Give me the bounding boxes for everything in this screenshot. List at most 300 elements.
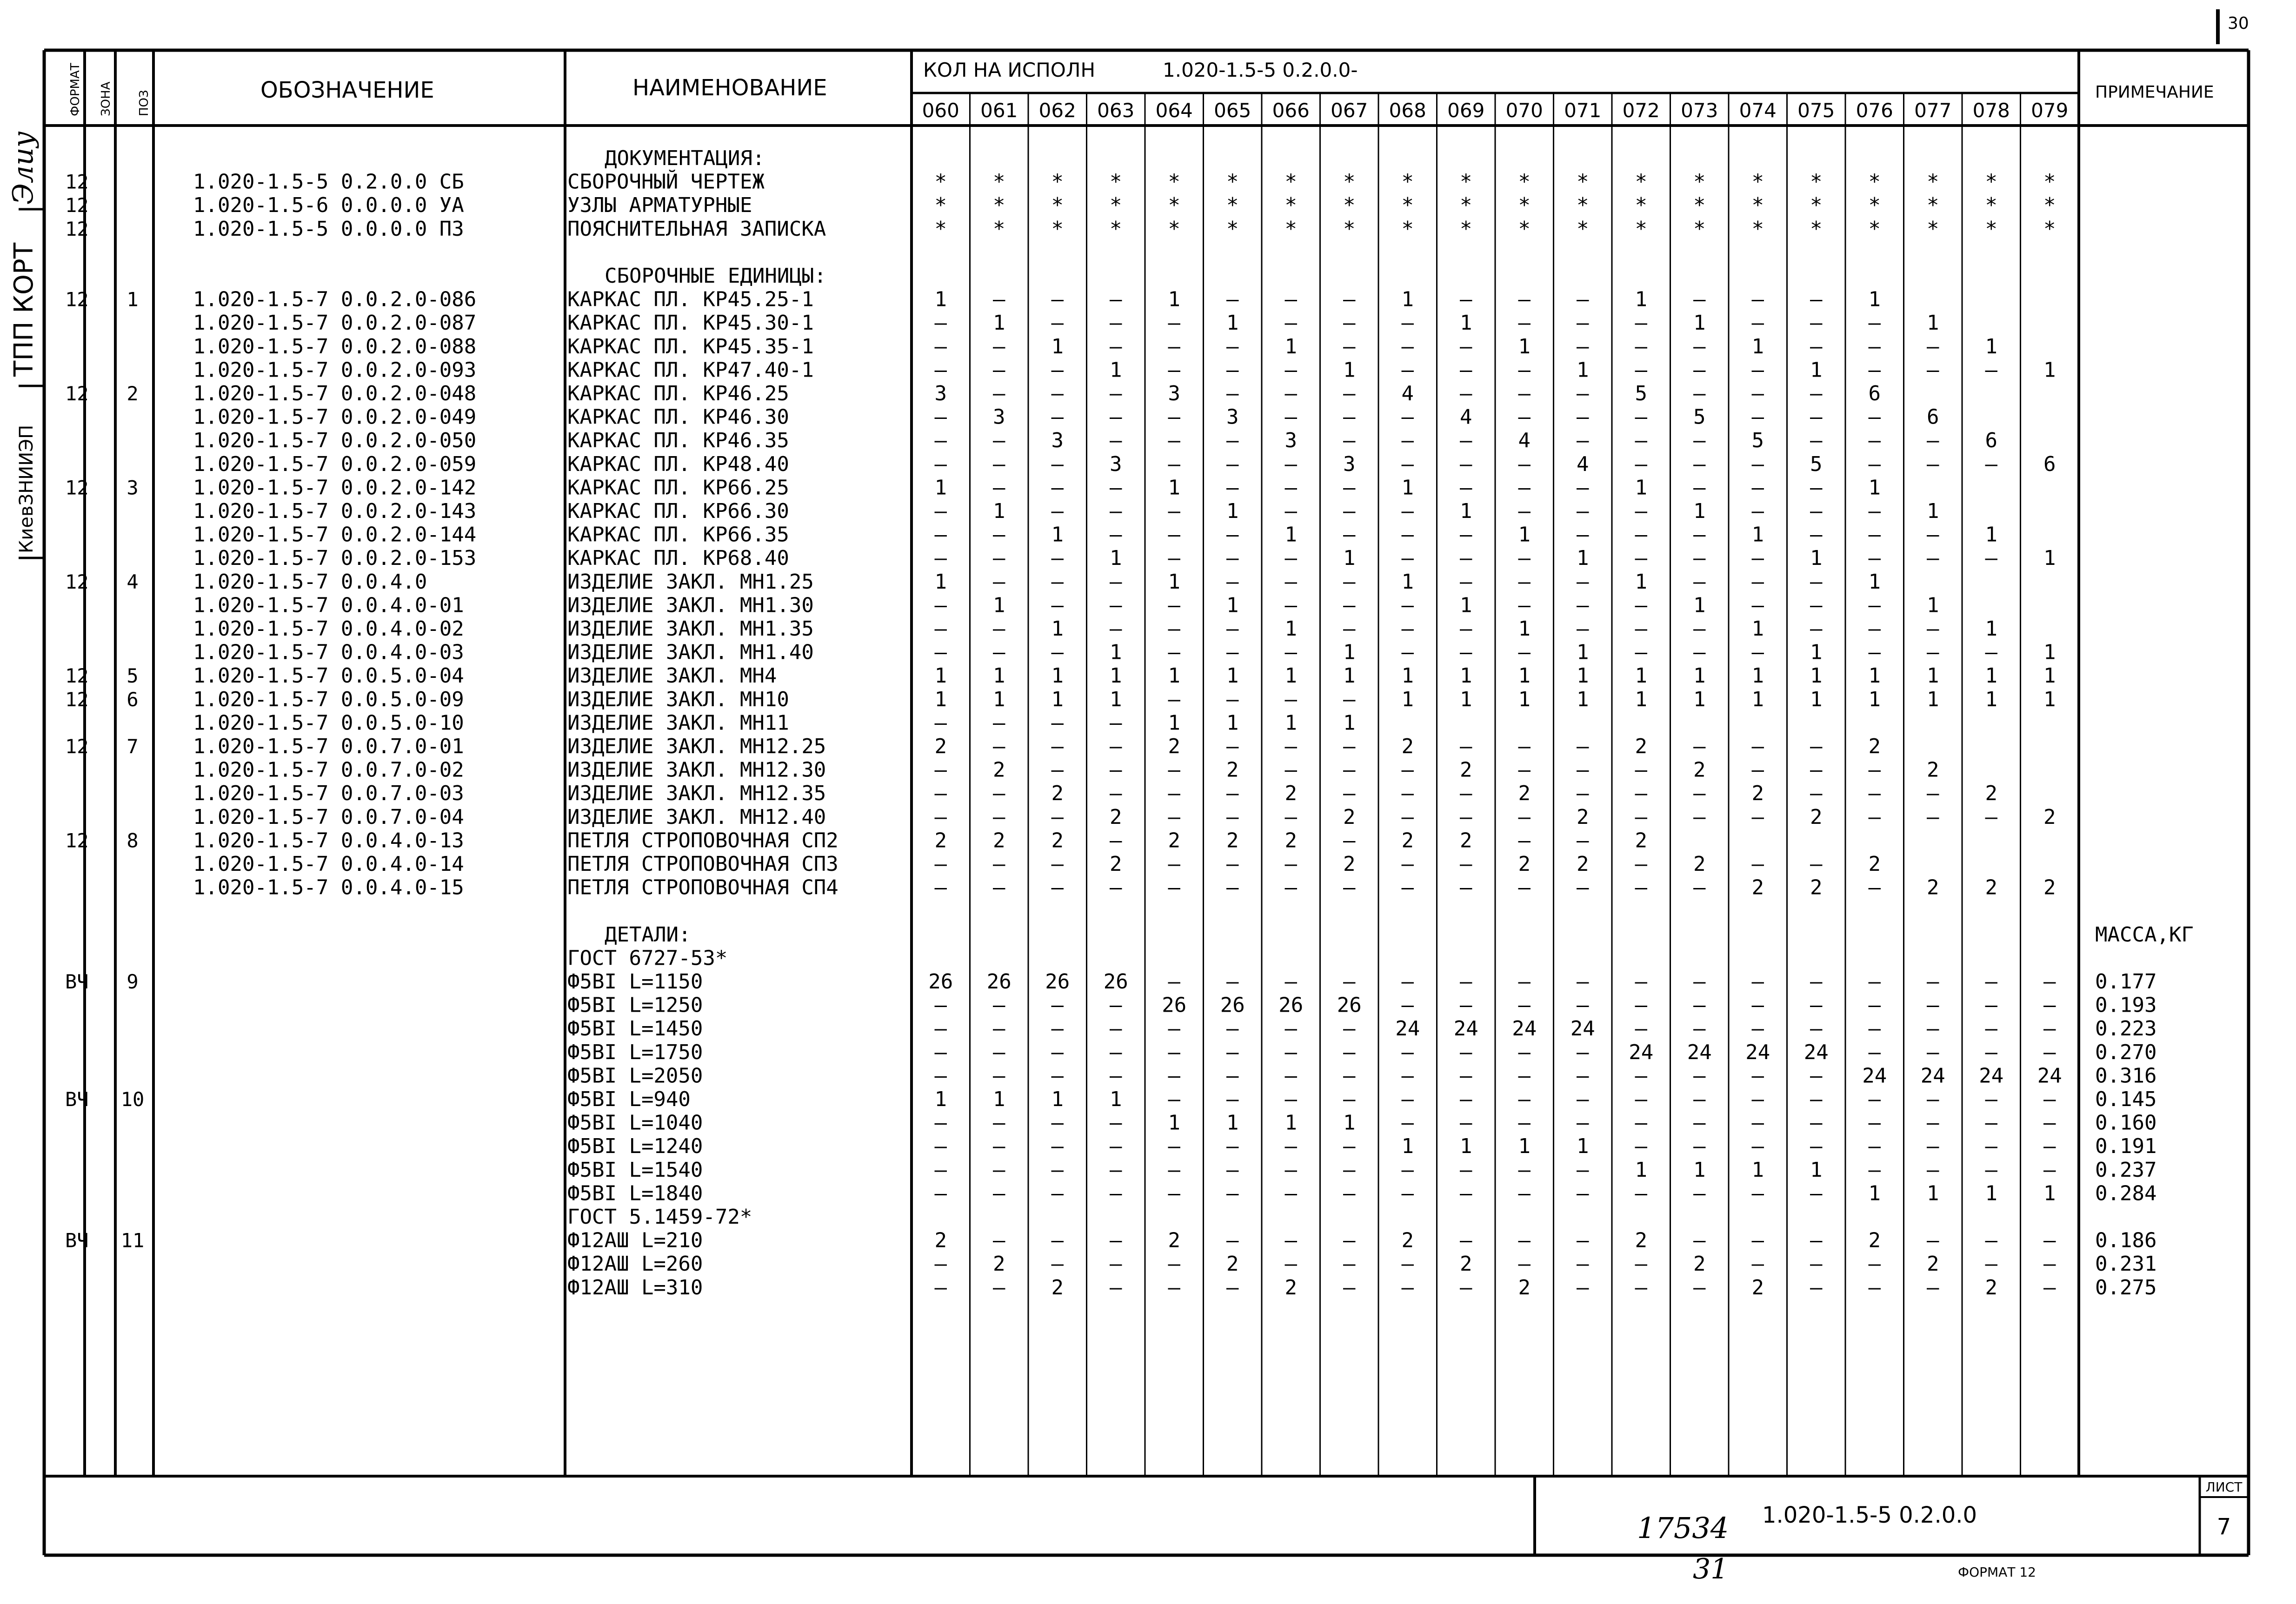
qty-cell: –	[1051, 1181, 1064, 1206]
qty-cell: 1	[1577, 640, 1589, 664]
qty-cell: –	[1343, 829, 1356, 853]
qty-cell: –	[934, 452, 947, 476]
qty-cell: 2	[1110, 852, 1122, 876]
qty-cell: –	[1168, 405, 1180, 429]
qty-cell: –	[1343, 1017, 1356, 1041]
qty-cell: 1	[1693, 593, 1706, 617]
qty-cell: –	[1284, 358, 1297, 382]
qty-cell: –	[1635, 1252, 1647, 1276]
qty-cell: –	[1577, 782, 1589, 806]
qty-cell: *	[1226, 170, 1239, 194]
qty-cell: –	[1226, 805, 1239, 829]
qty-cell: –	[1927, 640, 1939, 664]
qty-cell: 3	[934, 382, 947, 405]
qty-cell: –	[1693, 1087, 1706, 1111]
qty-cell: –	[993, 570, 1005, 594]
qty-cell: –	[1868, 1040, 1881, 1064]
qty-cell: –	[1460, 452, 1472, 476]
qty-cell: 2	[1168, 829, 1180, 853]
qty-cell: –	[1401, 993, 1414, 1017]
qty-cell: –	[1401, 1158, 1414, 1182]
qty-cell: –	[2043, 970, 2056, 994]
qty-cell: 1	[1401, 664, 1414, 688]
qty-cell: –	[1868, 1275, 1881, 1299]
qty-cell: *	[1635, 193, 1647, 218]
qty-cell: –	[1343, 287, 1356, 312]
qty-cell: –	[1693, 805, 1706, 829]
qty-cell: –	[1110, 334, 1122, 358]
qty-cell: 2	[1518, 1275, 1531, 1299]
qty-cell: –	[1110, 829, 1122, 853]
qty-cell: –	[1460, 1087, 1472, 1111]
qty-cell: –	[1751, 993, 1764, 1017]
row-name: ИЗДЕЛИЕ ЗАКЛ. МН1.25	[567, 570, 814, 594]
qty-cell: –	[1401, 1111, 1414, 1135]
variant-code: 076	[1856, 99, 1893, 122]
qty-cell: –	[1401, 334, 1414, 358]
qty-cell: –	[1635, 1111, 1647, 1135]
qty-cell: *	[1284, 170, 1297, 194]
qty-cell: –	[1343, 758, 1356, 782]
qty-cell: *	[2043, 170, 2056, 194]
qty-cell: *	[1226, 217, 1239, 241]
qty-cell: –	[1051, 593, 1064, 617]
qty-cell: –	[1751, 1228, 1764, 1253]
qty-cell: –	[1110, 993, 1122, 1017]
qty-cell: 2	[1284, 829, 1297, 853]
qty-cell: –	[1051, 640, 1064, 664]
qty-cell: 24	[1745, 1040, 1770, 1064]
qty-cell: –	[1518, 829, 1531, 853]
qty-cell: –	[1401, 523, 1414, 547]
row-name: КАРКАС ПЛ. КР47.40-1	[567, 358, 814, 382]
qty-cell: *	[1868, 170, 1881, 194]
qty-cell: –	[993, 334, 1005, 358]
qty-cell: –	[1343, 687, 1356, 711]
qty-cell: –	[1401, 1040, 1414, 1064]
qty-cell: –	[1751, 358, 1764, 382]
qty-cell: 1	[1810, 664, 1823, 688]
qty-cell: –	[1810, 1087, 1823, 1111]
qty-cell: –	[1051, 1252, 1064, 1276]
qty-cell: –	[1284, 1158, 1297, 1182]
variant-code: 060	[922, 99, 959, 122]
qty-cell: –	[1635, 405, 1647, 429]
qty-cell: *	[1927, 217, 1939, 241]
row-name: КАРКАС ПЛ. КР48.40	[567, 452, 789, 476]
qty-cell: –	[1635, 1134, 1647, 1159]
qty-cell: –	[1985, 805, 1997, 829]
qty-cell: –	[1226, 476, 1239, 500]
row-designation: 1.020-1.5-7 0.0.2.0-144	[193, 523, 477, 547]
qty-cell: –	[1751, 287, 1764, 312]
qty-cell: –	[1577, 758, 1589, 782]
qty-cell: 2	[934, 735, 947, 758]
qty-cell: 1	[1518, 523, 1531, 547]
qty-cell: 6	[1985, 429, 1997, 453]
qty-cell: *	[1343, 170, 1356, 194]
row-position: 9	[126, 970, 139, 993]
qty-cell: –	[1168, 1087, 1180, 1111]
qty-cell: 1	[934, 476, 947, 500]
row-note: 0.186	[2095, 1228, 2157, 1253]
qty-cell: –	[1226, 970, 1239, 994]
qty-cell: –	[1693, 452, 1706, 476]
qty-cell: –	[993, 1017, 1005, 1041]
qty-cell: –	[1226, 640, 1239, 664]
qty-cell: *	[1343, 193, 1356, 218]
qty-cell: –	[1810, 499, 1823, 523]
qty-cell: –	[1401, 311, 1414, 335]
qty-cell: –	[1110, 617, 1122, 641]
qty-cell: –	[1810, 758, 1823, 782]
qty-cell: –	[1635, 758, 1647, 782]
row-format: 12	[65, 570, 89, 593]
qty-cell: 24	[1395, 1017, 1420, 1041]
qty-cell: –	[1577, 735, 1589, 758]
row-designation: 1.020-1.5-7 0.0.4.0-02	[193, 617, 464, 641]
qty-cell: –	[1401, 593, 1414, 617]
qty-cell: 1	[1343, 664, 1356, 688]
qty-cell: –	[1168, 617, 1180, 641]
qty-cell: *	[1751, 170, 1764, 194]
qty-cell: 1	[1985, 617, 1997, 641]
row-name: ИЗДЕЛИЕ ЗАКЛ. МН11	[567, 711, 789, 735]
qty-cell: –	[1284, 640, 1297, 664]
qty-cell: –	[1226, 875, 1239, 900]
qty-cell: 1	[1168, 711, 1180, 735]
qty-cell: –	[1284, 311, 1297, 335]
qty-cell: –	[1518, 1040, 1531, 1064]
qty-cell: –	[934, 593, 947, 617]
qty-cell: 4	[1460, 405, 1472, 429]
qty-cell: –	[1810, 617, 1823, 641]
variant-code: 078	[1972, 99, 2010, 122]
qty-cell: –	[1168, 1158, 1180, 1182]
row-note: МАССА,КГ	[2095, 922, 2194, 947]
row-name: КАРКАС ПЛ. КР46.35	[567, 429, 789, 453]
qty-cell: *	[1460, 170, 1472, 194]
qty-cell: –	[934, 1017, 947, 1041]
qty-cell: 1	[1985, 664, 1997, 688]
qty-cell: –	[1226, 1087, 1239, 1111]
qty-cell: –	[1751, 852, 1764, 876]
qty-cell: –	[1051, 1017, 1064, 1041]
qty-cell: –	[1226, 382, 1239, 405]
qty-cell: *	[1168, 170, 1180, 194]
qty-cell: 1	[1577, 687, 1589, 711]
qty-cell: –	[1168, 1017, 1180, 1041]
qty-cell: –	[993, 523, 1005, 547]
qty-cell: 1	[1110, 358, 1122, 382]
qty-cell: –	[1868, 499, 1881, 523]
qty-cell: 1	[1985, 1181, 1997, 1206]
qty-cell: –	[2043, 993, 2056, 1017]
qty-cell: –	[1110, 1252, 1122, 1276]
qty-cell: 2	[1051, 782, 1064, 806]
qty-cell: –	[1401, 499, 1414, 523]
qty-cell: 2	[1518, 852, 1531, 876]
qty-cell: –	[993, 805, 1005, 829]
qty-cell: –	[1868, 358, 1881, 382]
qty-cell: 1	[1985, 687, 1997, 711]
qty-cell: –	[1343, 499, 1356, 523]
qty-cell: –	[1168, 1252, 1180, 1276]
qty-cell: –	[1168, 523, 1180, 547]
archive-suffix: 31	[1693, 1553, 1729, 1585]
header-note: ПРИМЕЧАНИЕ	[2095, 83, 2214, 102]
qty-cell: –	[1635, 805, 1647, 829]
qty-cell: 1	[1927, 593, 1939, 617]
qty-cell: –	[1226, 735, 1239, 758]
qty-cell: –	[1110, 429, 1122, 453]
qty-cell: –	[1985, 546, 1997, 570]
qty-cell: –	[1343, 476, 1356, 500]
qty-cell: –	[1343, 1064, 1356, 1088]
qty-cell: 26	[1220, 993, 1245, 1017]
qty-cell: –	[1284, 382, 1297, 405]
qty-cell: 2	[1460, 829, 1472, 853]
qty-cell: –	[1401, 1064, 1414, 1088]
qty-cell: –	[1810, 429, 1823, 453]
qty-cell: 2	[934, 829, 947, 853]
qty-cell: –	[1693, 970, 1706, 994]
qty-cell: –	[1635, 334, 1647, 358]
qty-cell: *	[934, 193, 947, 218]
qty-cell: *	[1693, 193, 1706, 218]
qty-cell: –	[1810, 735, 1823, 758]
qty-cell: 1	[1226, 593, 1239, 617]
qty-cell: –	[1051, 805, 1064, 829]
qty-cell: –	[1751, 593, 1764, 617]
qty-cell: –	[1110, 382, 1122, 405]
qty-cell: 2	[1460, 1252, 1472, 1276]
qty-cell: 2	[1226, 758, 1239, 782]
row-name: ПЕТЛЯ СТРОПОВОЧНАЯ СП3	[567, 852, 839, 876]
qty-cell: –	[1577, 405, 1589, 429]
qty-cell: 1	[1635, 287, 1647, 312]
qty-cell: 2	[1577, 852, 1589, 876]
qty-cell: 1	[1110, 687, 1122, 711]
qty-cell: *	[1401, 217, 1414, 241]
qty-cell: 1	[1693, 664, 1706, 688]
qty-cell: –	[1051, 1158, 1064, 1182]
qty-cell: –	[1168, 1134, 1180, 1159]
qty-cell: –	[1401, 1087, 1414, 1111]
qty-cell: –	[1985, 1252, 1997, 1276]
qty-cell: –	[1284, 570, 1297, 594]
qty-cell: –	[1460, 358, 1472, 382]
row-format: ВЧ	[65, 970, 89, 993]
qty-cell: –	[1051, 546, 1064, 570]
qty-cell: *	[934, 217, 947, 241]
row-note: 0.145	[2095, 1087, 2157, 1111]
qty-cell: –	[1577, 1087, 1589, 1111]
qty-cell: –	[1518, 405, 1531, 429]
variant-code: 061	[980, 99, 1018, 122]
qty-cell: –	[1635, 875, 1647, 900]
qty-cell: –	[1284, 1017, 1297, 1041]
row-designation: 1.020-1.5-7 0.0.7.0-04	[193, 805, 464, 829]
qty-cell: –	[1051, 1111, 1064, 1135]
qty-cell: –	[1343, 570, 1356, 594]
header-qty-code: 1.020-1.5-5 0.2.0.0-	[1163, 59, 1358, 81]
row-designation: 1.020-1.5-5 0.2.0.0 СБ	[193, 170, 464, 194]
qty-cell: –	[1927, 452, 1939, 476]
qty-cell: –	[1226, 782, 1239, 806]
qty-cell: 1	[1518, 664, 1531, 688]
qty-cell: 1	[993, 687, 1005, 711]
qty-cell: –	[1343, 970, 1356, 994]
qty-cell: –	[1635, 1087, 1647, 1111]
qty-cell: –	[934, 640, 947, 664]
row-format: 12	[65, 194, 89, 217]
qty-cell: –	[2043, 1087, 2056, 1111]
qty-cell: 3	[1110, 452, 1122, 476]
row-designation: 1.020-1.5-6 0.0.0.0 УА	[193, 193, 464, 218]
qty-cell: –	[993, 1064, 1005, 1088]
qty-cell: 1	[1810, 640, 1823, 664]
qty-cell: –	[1051, 711, 1064, 735]
qty-cell: 6	[1868, 382, 1881, 405]
qty-cell: –	[1518, 546, 1531, 570]
qty-cell: –	[1868, 1158, 1881, 1182]
row-name: Ф12АШ L=310	[567, 1275, 703, 1299]
qty-cell: –	[1460, 1158, 1472, 1182]
qty-cell: –	[1051, 1064, 1064, 1088]
qty-cell: *	[1051, 217, 1064, 241]
qty-cell: –	[1810, 1111, 1823, 1135]
row-name: ИЗДЕЛИЕ ЗАКЛ. МН12.35	[567, 782, 826, 806]
qty-cell: –	[1927, 993, 1939, 1017]
qty-cell: –	[1284, 546, 1297, 570]
qty-cell: 1	[1635, 687, 1647, 711]
qty-cell: –	[1635, 1064, 1647, 1088]
qty-cell: –	[1577, 287, 1589, 312]
qty-cell: –	[934, 334, 947, 358]
qty-cell: –	[1577, 523, 1589, 547]
qty-cell: –	[1168, 640, 1180, 664]
qty-cell: –	[1460, 429, 1472, 453]
qty-cell: –	[993, 546, 1005, 570]
qty-cell: –	[1226, 334, 1239, 358]
qty-cell: 24	[1570, 1017, 1595, 1041]
qty-cell: 2	[1751, 1275, 1764, 1299]
qty-cell: 1	[1635, 476, 1647, 500]
qty-cell: –	[1343, 1275, 1356, 1299]
qty-cell: –	[1284, 1064, 1297, 1088]
qty-cell: –	[1635, 452, 1647, 476]
qty-cell: 1	[1051, 334, 1064, 358]
qty-cell: –	[1751, 1017, 1764, 1041]
qty-cell: –	[1284, 499, 1297, 523]
qty-cell: –	[993, 1134, 1005, 1159]
qty-cell: –	[1226, 1228, 1239, 1253]
qty-cell: 1	[2043, 640, 2056, 664]
qty-cell: –	[1751, 405, 1764, 429]
qty-cell: –	[1635, 617, 1647, 641]
row-name: ГОСТ 6727-53*	[567, 946, 728, 970]
qty-cell: –	[1751, 970, 1764, 994]
qty-cell: –	[934, 1158, 947, 1182]
qty-cell: –	[1110, 405, 1122, 429]
qty-cell: –	[1168, 970, 1180, 994]
qty-cell: –	[1693, 617, 1706, 641]
row-name: ИЗДЕЛИЕ ЗАКЛ. МН12.40	[567, 805, 826, 829]
qty-cell: –	[1985, 1228, 1997, 1253]
qty-cell: –	[934, 711, 947, 735]
qty-cell: 2	[1810, 805, 1823, 829]
qty-cell: *	[1460, 193, 1472, 218]
qty-cell: 1	[1693, 499, 1706, 523]
qty-cell: 1	[1284, 664, 1297, 688]
qty-cell: –	[1284, 1087, 1297, 1111]
qty-cell: –	[1518, 805, 1531, 829]
row-designation: 1.020-1.5-7 0.0.7.0-03	[193, 782, 464, 806]
qty-cell: –	[1810, 1017, 1823, 1041]
row-designation: 1.020-1.5-5 0.0.0.0 ПЗ	[193, 217, 464, 241]
qty-cell: –	[1401, 875, 1414, 900]
row-designation: 1.020-1.5-7 0.0.4.0-13	[193, 829, 464, 853]
qty-cell: 2	[1751, 875, 1764, 900]
row-name: Ф5ВI L=940	[567, 1087, 691, 1111]
qty-cell: *	[1051, 193, 1064, 218]
qty-cell: –	[1518, 1064, 1531, 1088]
qty-cell: –	[1518, 476, 1531, 500]
row-position: 8	[126, 829, 139, 852]
qty-cell: –	[1401, 617, 1414, 641]
qty-cell: 2	[2043, 805, 2056, 829]
qty-cell: –	[1810, 570, 1823, 594]
qty-cell: 2	[1927, 758, 1939, 782]
row-name: ПОЯСНИТЕЛЬНАЯ ЗАПИСКА	[567, 217, 826, 241]
qty-cell: –	[934, 1252, 947, 1276]
qty-cell: 2	[1635, 829, 1647, 853]
qty-cell: –	[2043, 1228, 2056, 1253]
qty-cell: 1	[1343, 546, 1356, 570]
qty-cell: –	[934, 1181, 947, 1206]
qty-cell: –	[934, 405, 947, 429]
qty-cell: 1	[1751, 523, 1764, 547]
variant-code: 063	[1097, 99, 1135, 122]
qty-cell: 1	[1343, 711, 1356, 735]
qty-cell: –	[1693, 382, 1706, 405]
qty-cell: –	[993, 382, 1005, 405]
row-name: Ф5ВI L=1240	[567, 1134, 703, 1159]
qty-cell: –	[1343, 1158, 1356, 1182]
qty-cell: –	[1168, 429, 1180, 453]
qty-cell: –	[1577, 476, 1589, 500]
qty-cell: –	[1343, 523, 1356, 547]
qty-cell: –	[1401, 852, 1414, 876]
qty-cell: 1	[1110, 1087, 1122, 1111]
qty-cell: –	[1343, 1228, 1356, 1253]
qty-cell: –	[1751, 546, 1764, 570]
row-name: Ф5ВI L=1040	[567, 1111, 703, 1135]
qty-cell: –	[993, 640, 1005, 664]
qty-cell: 5	[1693, 405, 1706, 429]
qty-cell: –	[1635, 970, 1647, 994]
qty-cell: –	[1927, 970, 1939, 994]
qty-cell: 1	[993, 664, 1005, 688]
row-name: Ф5ВI L=1450	[567, 1017, 703, 1041]
qty-cell: 1	[1810, 1158, 1823, 1182]
row-format: 12	[65, 664, 89, 688]
qty-cell: –	[1518, 1158, 1531, 1182]
qty-cell: –	[934, 805, 947, 829]
row-format: ВЧ	[65, 1229, 89, 1252]
qty-cell: –	[1226, 358, 1239, 382]
